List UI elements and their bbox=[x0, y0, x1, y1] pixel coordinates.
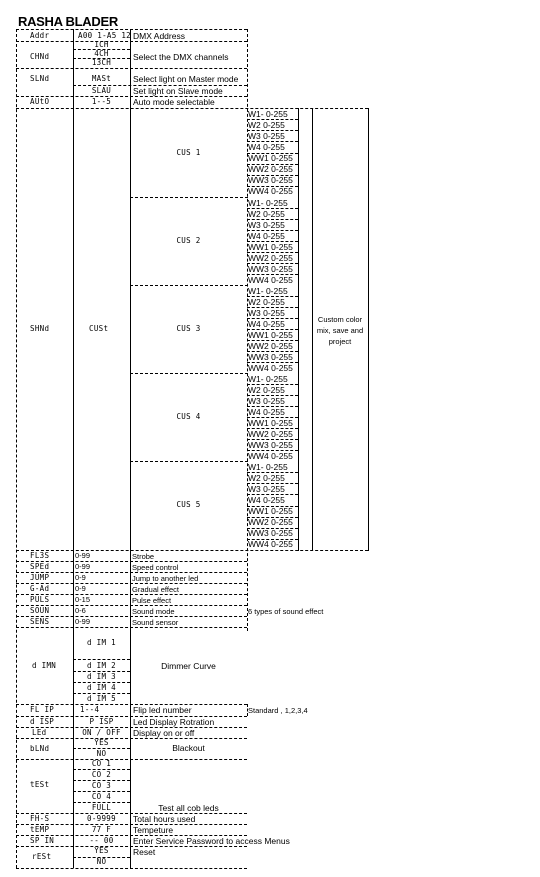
menu-value: 13CH bbox=[91, 58, 112, 67]
custom-color-note: Custom color mix, save and project bbox=[316, 315, 364, 346]
channel-value: WW3 0-255 bbox=[248, 528, 293, 539]
menu-extra: Standard , 1,2,3,4 bbox=[248, 706, 308, 715]
channel-value: W3 0-255 bbox=[248, 307, 285, 318]
menu-code: tEMP bbox=[30, 825, 50, 834]
menu-code: SHNd bbox=[30, 324, 50, 333]
menu-value: A00 1-A5 12 bbox=[78, 31, 131, 40]
channel-value: W4 0-255 bbox=[248, 318, 285, 329]
menu-value: 1--5 bbox=[91, 97, 112, 106]
channel-value: W1- 0-255 bbox=[248, 461, 288, 472]
menu-value: CO 1 bbox=[91, 759, 112, 768]
channel-value: W2 0-255 bbox=[248, 472, 285, 483]
menu-value: d IM 3 bbox=[87, 672, 116, 681]
menu-code: AUtO bbox=[30, 97, 50, 106]
menu-desc: Pulse effect bbox=[132, 596, 172, 605]
menu-value: MASt bbox=[91, 74, 112, 83]
channel-value: WW4 0-255 bbox=[248, 362, 293, 373]
menu-value: 1--4 bbox=[80, 705, 100, 714]
channel-value: WW4 0-255 bbox=[248, 274, 293, 285]
channel-value: W2 0-255 bbox=[248, 384, 285, 395]
menu-code: JUMP bbox=[30, 573, 50, 582]
channel-value: W4 0-255 bbox=[248, 141, 285, 152]
menu-code: FL3S bbox=[30, 551, 50, 560]
menu-code: d IMN bbox=[32, 661, 57, 670]
channel-value: WW3 0-255 bbox=[248, 263, 293, 274]
menu-desc: Tempeture bbox=[133, 825, 174, 835]
menu-desc: Display on or off bbox=[133, 728, 195, 738]
menu-value: NO bbox=[96, 857, 107, 866]
channel-value: WW3 0-255 bbox=[248, 351, 293, 362]
menu-code: LEd bbox=[32, 728, 47, 737]
channel-value: W2 0-255 bbox=[248, 208, 285, 219]
channel-value: WW4 0-255 bbox=[248, 539, 293, 550]
menu-value: 0-99 bbox=[75, 562, 91, 571]
menu-value: 0-9 bbox=[75, 584, 86, 593]
menu-code: SPEd bbox=[30, 562, 50, 571]
menu-extra: 6 types of sound effect bbox=[248, 607, 324, 616]
menu-value: 0-15 bbox=[75, 595, 91, 604]
menu-value: YES bbox=[94, 846, 109, 855]
cus-label: CUS 5 bbox=[176, 500, 201, 509]
channel-value: WW3 0-255 bbox=[248, 175, 293, 186]
menu-code: PULS bbox=[30, 595, 50, 604]
channel-value: W1- 0-255 bbox=[248, 373, 288, 384]
menu-desc: Dimmer Curve bbox=[161, 661, 216, 671]
channel-value: W4 0-255 bbox=[248, 406, 285, 417]
menu-code: CHNd bbox=[30, 52, 50, 61]
menu-code: FL IP bbox=[30, 705, 55, 714]
menu-code: Addr bbox=[30, 31, 50, 40]
channel-value: W3 0-255 bbox=[248, 483, 285, 494]
menu-code: rESt bbox=[32, 852, 52, 861]
menu-value: P ISP bbox=[89, 717, 114, 726]
cus-label: CUS 1 bbox=[176, 148, 201, 157]
menu-desc: Select light on Master mode bbox=[133, 74, 239, 84]
menu-desc: Led Display Rotration bbox=[133, 717, 215, 727]
channel-value: WW4 0-255 bbox=[248, 450, 293, 461]
menu-desc: Flip led number bbox=[133, 705, 192, 715]
channel-value: WW1 0-255 bbox=[248, 241, 293, 252]
menu-value: CO 3 bbox=[91, 781, 112, 790]
menu-value: 0-9 bbox=[75, 573, 86, 582]
channel-value: W4 0-255 bbox=[248, 230, 285, 241]
menu-code: FH-S bbox=[30, 814, 50, 823]
menu-value: 0-9999 bbox=[87, 814, 116, 823]
menu-code: SOUN bbox=[30, 606, 50, 615]
menu-code: SENS bbox=[30, 617, 50, 626]
cus-label: CUS 4 bbox=[176, 412, 201, 421]
channel-value: WW1 0-255 bbox=[248, 417, 293, 428]
menu-value: 4CH bbox=[94, 49, 109, 58]
channel-value: W2 0-255 bbox=[248, 296, 285, 307]
menu-code: SLNd bbox=[30, 74, 50, 83]
menu-value: NO bbox=[96, 749, 107, 758]
menu-desc: Set light on Slave mode bbox=[133, 86, 223, 96]
channel-value: W3 0-255 bbox=[248, 130, 285, 141]
cus-label: CUS 2 bbox=[176, 236, 201, 245]
channel-value: W1- 0-255 bbox=[248, 197, 288, 208]
menu-desc: Total hours used bbox=[133, 814, 196, 824]
menu-desc: Sound sensor bbox=[132, 618, 179, 627]
menu-value: 1CH bbox=[94, 40, 109, 49]
menu-desc: Sound mode bbox=[132, 607, 175, 616]
channel-value: WW1 0-255 bbox=[248, 153, 293, 163]
menu-desc: Test all cob leds bbox=[158, 803, 219, 813]
menu-value: 77 F bbox=[91, 825, 112, 834]
menu-desc: Reset bbox=[133, 847, 156, 857]
menu-code: tESt bbox=[30, 780, 50, 789]
menu-desc: Strobe bbox=[132, 552, 155, 561]
menu-value: 0-99 bbox=[75, 551, 91, 560]
menu-value: d IM 2 bbox=[87, 661, 116, 670]
menu-value: 0-99 bbox=[75, 617, 91, 626]
menu-value: d IM 1 bbox=[87, 638, 116, 647]
menu-value: d IM 5 bbox=[87, 694, 116, 703]
channel-value: WW2 0-255 bbox=[248, 340, 293, 351]
channel-value: W3 0-255 bbox=[248, 219, 285, 230]
menu-desc: Select the DMX channels bbox=[133, 52, 229, 62]
menu-desc: Auto mode selectable bbox=[133, 97, 215, 107]
channel-value: WW2 0-255 bbox=[248, 517, 293, 528]
menu-desc: DMX Address bbox=[133, 31, 185, 41]
channel-value: WW2 0-255 bbox=[248, 252, 293, 263]
menu-value: d IM 4 bbox=[87, 683, 116, 692]
channel-value: WW2 0-255 bbox=[248, 428, 293, 439]
channel-value: W1- 0-255 bbox=[248, 285, 288, 296]
menu-value: ON / OFF bbox=[82, 728, 121, 737]
menu-code: SP IN bbox=[30, 836, 55, 845]
menu-desc: Speed control bbox=[132, 563, 179, 572]
menu-desc: Gradual effect bbox=[132, 585, 179, 594]
page-title: RASHA BLADER bbox=[18, 14, 118, 29]
menu-code: bLNd bbox=[30, 744, 50, 753]
menu-value: YES bbox=[94, 738, 109, 747]
channel-value: WW1 0-255 bbox=[248, 506, 293, 516]
channel-value: WW4 0-255 bbox=[248, 186, 293, 197]
cus-label: CUS 3 bbox=[176, 324, 201, 333]
menu-desc: Enter Service Password to access Menus bbox=[133, 836, 290, 846]
channel-value: WW1 0-255 bbox=[248, 329, 293, 340]
channel-value: WW3 0-255 bbox=[248, 439, 293, 450]
menu-value: CUSt bbox=[89, 324, 109, 333]
menu-value: 0-6 bbox=[75, 606, 86, 615]
channel-value: W2 0-255 bbox=[248, 119, 285, 130]
channel-value: WW2 0-255 bbox=[248, 164, 293, 175]
menu-value: CO 2 bbox=[91, 770, 112, 779]
menu-code: d ISP bbox=[30, 717, 55, 726]
menu-desc: Blackout bbox=[172, 743, 205, 753]
channel-value: W3 0-255 bbox=[248, 395, 285, 406]
menu-desc: Jump to another led bbox=[132, 574, 199, 583]
menu-code: G-Ad bbox=[30, 584, 50, 593]
menu-value: -- 00 bbox=[89, 836, 114, 845]
menu-value: CO 4 bbox=[91, 792, 112, 801]
channel-value: W4 0-255 bbox=[248, 494, 285, 505]
menu-value: FULL bbox=[91, 803, 112, 812]
channel-value: W1- 0-255 bbox=[248, 108, 288, 119]
menu-value: SLAU bbox=[91, 86, 112, 95]
